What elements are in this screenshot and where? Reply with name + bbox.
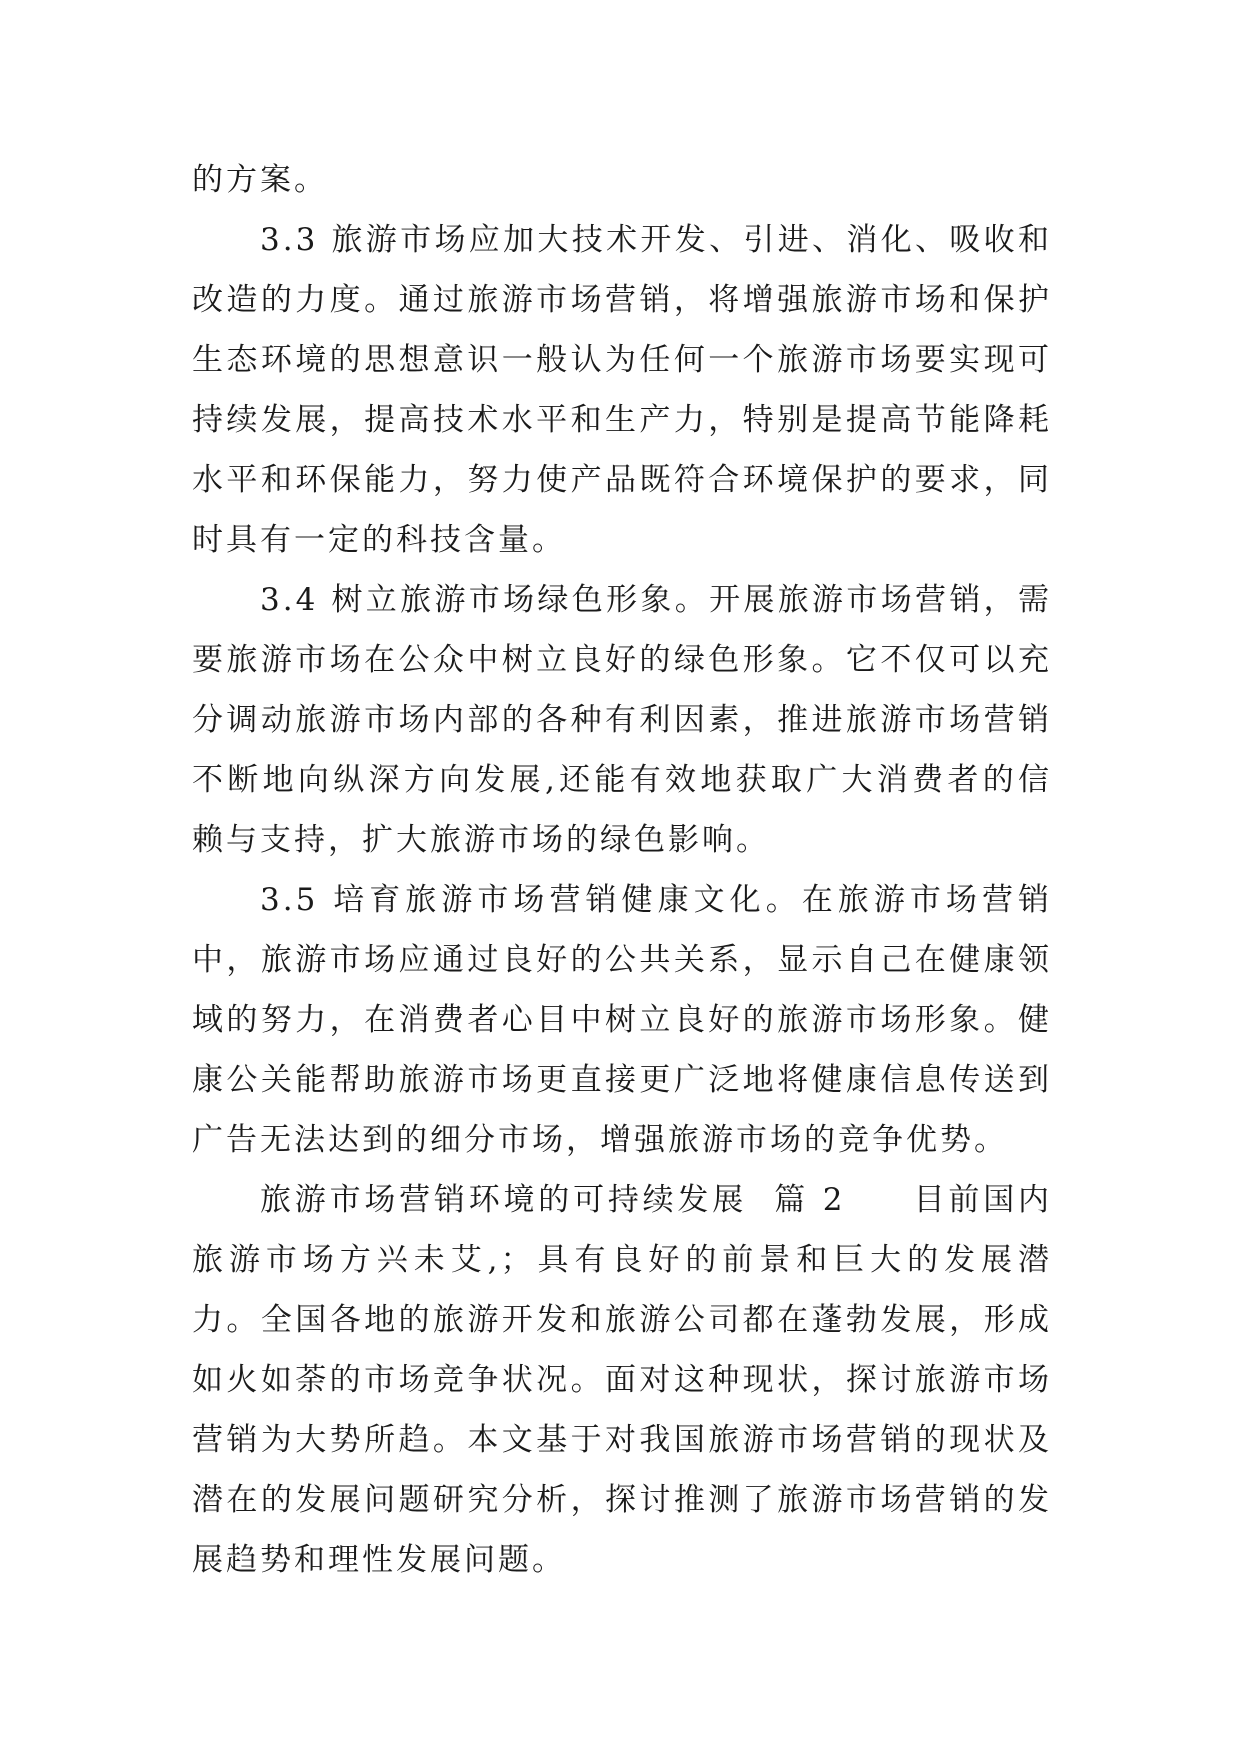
paragraph-article-2-intro: 旅游市场营销环境的可持续发展 篇 2 目前国内旅游市场方兴未艾,；具有良好的前景和巨大的发展潜力。全国各地的旅游开发和旅游公司都在蓬勃发展，形成如火如荼的市场竞争状况。面对这种现状，探讨旅游市场营销为大势所趋。本文基于对我国旅游市场营销的现状及潜在的发展问题研究分析，探讨推测了旅游市场营销的发展趋势和理性发展问题。 [192,1182,1052,1578]
paragraph-section-3-5: 3.5 培育旅游市场营销健康文化。在旅游市场营销中，旅游市场应通过良好的公共关系，显示自己在健康领域的努力，在消费者心目中树立良好的旅游市场形象。健康公关能帮助旅游市场更直接更广泛地将健康信息传送到广告无法达到的细分市场，增强旅游市场的竞争优势。 [192,882,1052,1158]
paragraph-section-3-3: 3.3 旅游市场应加大技术开发、引进、消化、吸收和改造的力度。通过旅游市场营销，将增强旅游市场和保护生态环境的思想意识一般认为任何一个旅游市场要实现可持续发展，提高技术水平和生产力，特别是提高节能降耗水平和环保能力，努力使产品既符合环境保护的要求，同时具有一定的科技含量。 [192,222,1052,558]
document-page [192,150,1052,1590]
paragraph-continuation: 的方案。 [192,162,328,198]
paragraph-section-3-4: 3.4 树立旅游市场绿色形象。开展旅游市场营销，需要旅游市场在公众中树立良好的绿色形象。它不仅可以充分调动旅游市场内部的各种有利因素，推进旅游市场营销不断地向纵深方向发展,还能有效地获取广大消费者的信赖与支持，扩大旅游市场的绿色影响。 [192,582,1052,858]
